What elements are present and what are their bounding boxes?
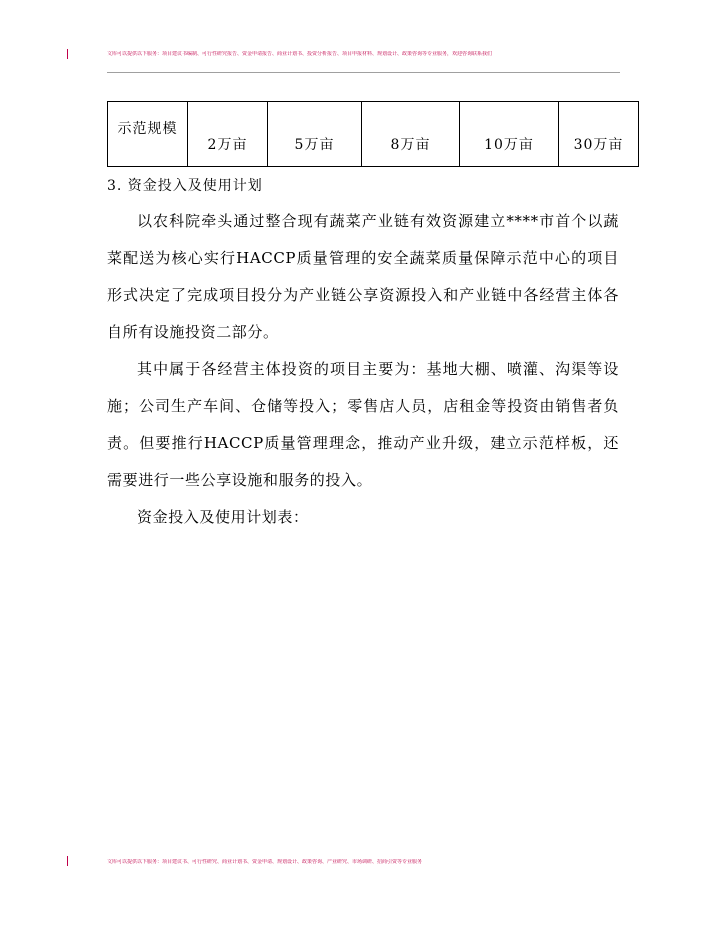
table-cell: 5万亩	[268, 102, 362, 167]
table-cell: 8万亩	[362, 102, 460, 167]
header-divider	[107, 72, 620, 73]
page-header-text: 文库可以提供以下服务：项目建议书编制、可行性研究报告、资金申请报告、商业计划书、投资分析报告、项目申报材料、规划设计、政策咨询等专业服务，欢迎咨询联系我们	[107, 51, 493, 57]
table-cell: 30万亩	[559, 102, 639, 167]
table-cell: 2万亩	[188, 102, 268, 167]
demo-scale-table	[107, 101, 639, 167]
page-footer-text: 文库可以提供以下服务：项目建议书、可行性研究、商业计划书、资金申请、规划设计、政策咨询、产业研究、市场调研、招商引资等专业服务	[107, 859, 423, 865]
table-row-label: 示范规模	[108, 102, 188, 167]
header-margin-mark	[67, 49, 68, 59]
paragraph-3: 资金投入及使用计划表：	[137, 508, 309, 526]
footer-margin-mark	[67, 856, 68, 866]
section-heading: 3. 资金投入及使用计划	[107, 178, 263, 194]
table-row	[108, 102, 639, 167]
paragraph-1: 以农科院牵头通过整合现有蔬菜产业链有效资源建立****市首个以蔬菜配送为核心实行HACCP质量管理的安全蔬菜质量保障示范中心的项目形式决定了完成项目投分为产业链公享资源投入和产业链中各经营主体各自所有设施投资二部分。	[107, 212, 619, 341]
paragraph-2: 其中属于各经营主体投资的项目主要为：基地大棚、喷灌、沟渠等设施；公司生产车间、仓储等投入；零售店人员，店租金等投资由销售者负责。但要推行HACCP质量管理理念，推动产业升级，建立示范样板，还需要进行一些公享设施和服务的投入。	[107, 360, 619, 489]
table-cell: 10万亩	[460, 102, 559, 167]
